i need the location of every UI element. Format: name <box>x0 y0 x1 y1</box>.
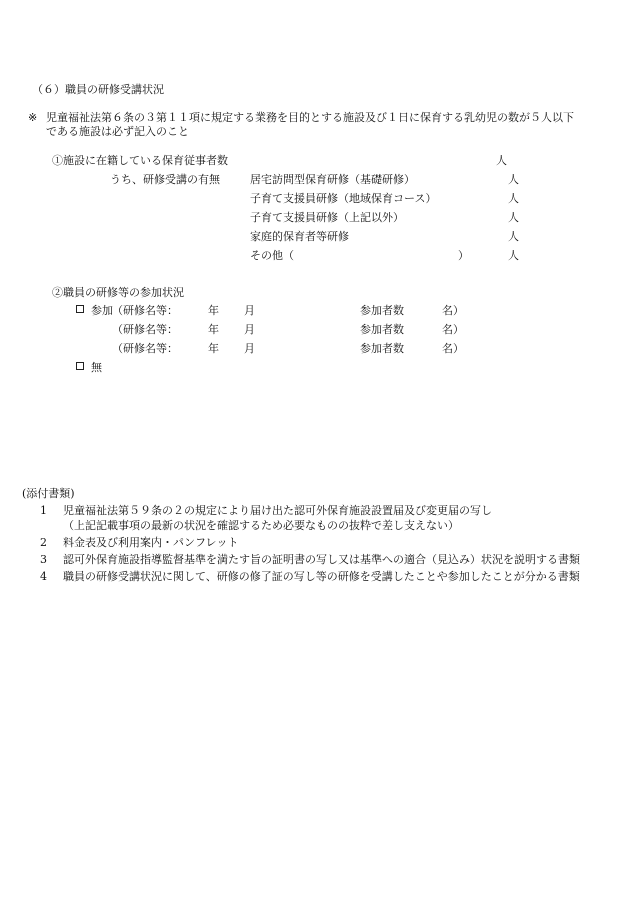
training-unit: 人 <box>508 173 519 186</box>
participant-count-unit: 名） <box>442 342 464 355</box>
participant-count-unit: 名） <box>442 323 464 336</box>
attachment-text: 児童福祉法第５９条の２の規定により届け出た認可外保育施設設置届及び変更届の写し <box>63 504 492 517</box>
year-label: 年 <box>208 323 219 336</box>
participation-yes-label: 参加 <box>91 304 113 317</box>
training-label: その他（ <box>250 249 294 262</box>
note-line-1: 児童福祉法第６条の３第１１項に規定する業務を目的とする施設及び１日に保育する乳幼児の数が５人以下 <box>46 111 574 124</box>
attachment-number: 2 <box>40 536 47 549</box>
attachment-text: 職員の研修受講状況に関して、研修の修了証の写し等の研修を受講したことや参加したことが分かる書類 <box>63 570 580 583</box>
year-label: 年 <box>208 342 219 355</box>
participation-label: ②職員の研修等の参加状況 <box>52 286 184 299</box>
participant-count-label: 参加者数 <box>360 304 404 317</box>
training-label: 居宅訪問型保育研修（基礎研修） <box>250 173 415 186</box>
participation-no-label: 無 <box>91 361 102 374</box>
participation-no-checkbox[interactable] <box>76 362 84 370</box>
attachment-number: 3 <box>40 553 47 566</box>
month-label: 月 <box>244 323 255 336</box>
month-label: 月 <box>244 304 255 317</box>
training-label: 子育て支援員研修（地域保育コース） <box>250 192 437 205</box>
training-name-label: （研修名等： <box>112 342 178 355</box>
attachment-text: 料金表及び利用案内・パンフレット <box>63 536 239 549</box>
participation-yes-checkbox[interactable] <box>76 305 84 313</box>
note-mark: ※ <box>28 111 38 124</box>
training-unit: 人 <box>508 211 519 224</box>
training-close-paren: ） <box>458 249 469 262</box>
staff-count-label: ①施設に在籍している保育従事者数 <box>52 154 228 167</box>
note-line-2: である施設は必ず記入のこと <box>46 125 189 138</box>
attachments-heading: (添付書類) <box>22 487 75 500</box>
training-name-label: （研修名等： <box>112 304 178 317</box>
training-sub-label: うち、研修受講の有無 <box>110 173 220 186</box>
year-label: 年 <box>208 304 219 317</box>
training-label: 家庭的保育者等研修 <box>250 230 349 243</box>
section-heading: （６）職員の研修受講状況 <box>32 83 164 96</box>
month-label: 月 <box>244 342 255 355</box>
attachment-text: 認可外保育施設指導監督基準を満たす旨の証明書の写し又は基準への適合（見込み）状況を説明する書類 <box>63 553 580 566</box>
staff-count-unit: 人 <box>496 154 507 167</box>
participant-count-label: 参加者数 <box>360 342 404 355</box>
attachment-number: 1 <box>40 504 47 517</box>
participant-count-label: 参加者数 <box>360 323 404 336</box>
attachment-number: 4 <box>40 570 47 583</box>
attachment-text: （上記記載事項の最新の状況を確認するため必要なものの抜粋で差し支えない） <box>63 519 459 532</box>
training-unit: 人 <box>508 249 519 262</box>
training-name-label: （研修名等： <box>112 323 178 336</box>
training-unit: 人 <box>508 192 519 205</box>
training-label: 子育て支援員研修（上記以外） <box>250 211 404 224</box>
training-unit: 人 <box>508 230 519 243</box>
participant-count-unit: 名） <box>442 304 464 317</box>
